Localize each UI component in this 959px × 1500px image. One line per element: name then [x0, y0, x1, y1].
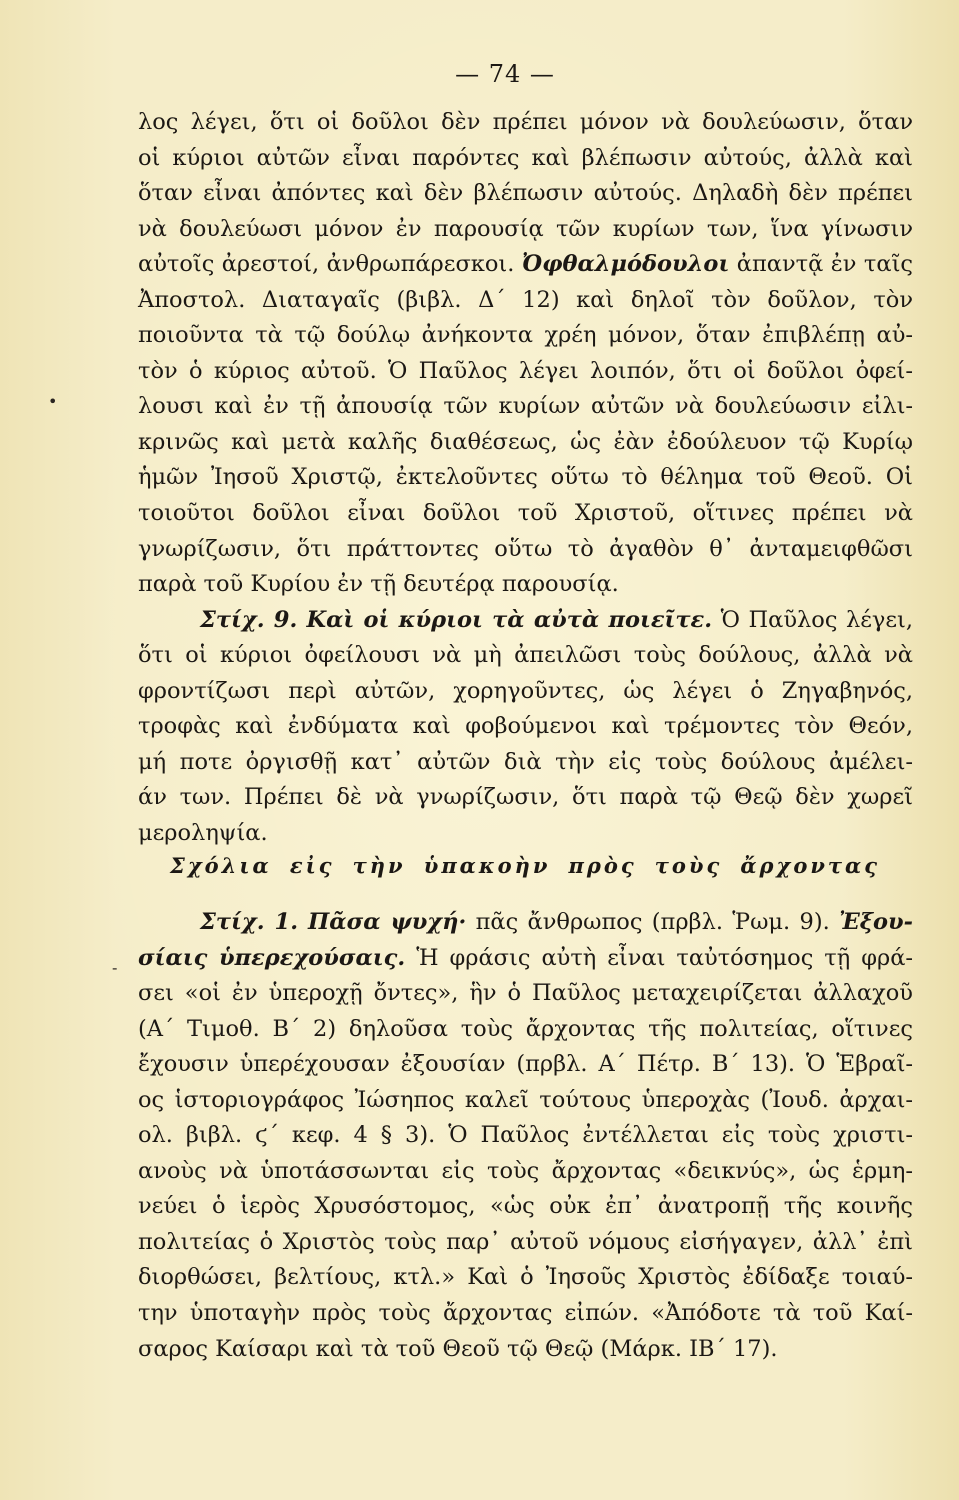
text-line: φροντίζωσι περὶ αὐτῶν, χορηγοῦντες, ὡς λέγει ὁ Ζηγαβηνός, — [138, 677, 913, 704]
text-line: διορθώσει, βελτίους, κτλ.» Καὶ ὁ Ἰησοῦς Χριστὸς ἐδίδαξε τοιαύ- — [138, 1264, 913, 1291]
text-line: τροφὰς καὶ ἐνδύματα καὶ φοβούμενοι καὶ τρέμοντες τὸν Θεόν, — [138, 713, 913, 740]
text-fragment: αὐτοῖς ἀρεστοί, ἀνθρωπάρεσκοι. — [138, 251, 522, 278]
text-line: μεροληψία. — [138, 819, 268, 846]
text-line: την ὑποταγὴν πρὸς τοὺς ἄρχοντας εἰπών. «Ἀπόδοτε τὰ τοῦ Καί- — [138, 1300, 913, 1327]
text-line: ἔχουσιν ὑπερέχουσαν ἐξουσίαν (πρβλ. Α΄ Πέτρ. Β΄ 13). Ὁ Ἑβραῖ- — [138, 1051, 913, 1078]
text-fragment: πᾶς ἄνθρωπος (πρβλ. Ῥωμ. 9). — [466, 909, 840, 935]
text-line — [138, 941, 913, 977]
text-line: νεύει ὁ ἱερὸς Χρυσόστομος, «ὡς οὐκ ἐπ᾽ ἀνατροπῇ τῆς κοινῆς — [138, 1193, 913, 1220]
text-line: (Α΄ Τιμοθ. Β΄ 2) δηλοῦσα τοὺς ἄρχοντας τῆς πολιτείας, οἵτινες — [138, 1015, 913, 1042]
verse-label: Στίχ. 1. Πᾶσα ψυχή· — [200, 909, 467, 935]
emphasized-term: Ἐξου- — [839, 909, 913, 935]
verse-line — [138, 905, 913, 941]
text-line: ος ἱστοριογράφος Ἰώσηπος καλεῖ τούτους ὑπεροχὰς (Ἰουδ. ἀρχαι- — [138, 1086, 913, 1113]
text-line: τὸν ὁ κύριος αὐτοῦ. Ὁ Παῦλος λέγει λοιπόν, ὅτι οἱ δοῦλοι ὀφεί- — [138, 357, 913, 384]
margin-dash: - — [112, 958, 118, 977]
text-line: τοιοῦτοι δοῦλοι εἶναι δοῦλοι τοῦ Χριστοῦ, οἵτινες πρέπει νὰ — [138, 500, 913, 527]
commentary-text-block — [138, 905, 913, 1367]
text-line: λος λέγει, ὅτι οἱ δοῦλοι δὲν πρέπει μόνον νὰ δουλεύωσιν, ὅταν — [138, 109, 913, 135]
verse-label: Στίχ. 9. Καὶ οἱ κύριοι τὰ αὐτὰ ποιεῖτε. — [200, 606, 713, 633]
text-fragment: Ὁ Παῦλος λέγει, — [712, 606, 913, 633]
text-fragment: Ἡ φράσις αὐτὴ εἶναι ταὐτόσημος τῇ φρά- — [405, 944, 914, 971]
margin-dot: • — [48, 392, 58, 411]
text-line: πολιτείας ὁ Χριστὸς τοὺς παρ᾽ αὐτοῦ νόμους εἰσήγαγεν, ἀλλ᾽ ἐπὶ — [138, 1228, 913, 1255]
emphasized-term: σίαις ὑπερεχούσαις. — [138, 944, 406, 971]
text-fragment: ἀπαντᾷ ἐν ταῖς — [729, 251, 913, 278]
text-line: ανοὺς νὰ ὑποτάσσωνται εἰς τοὺς ἄρχοντας «δεικνύς», ὡς ἑρμη- — [138, 1157, 913, 1184]
text-line: άν των. Πρέπει δὲ νὰ γνωρίζωσιν, ὅτι παρὰ τῷ Θεῷ δὲν χωρεῖ — [138, 784, 913, 811]
text-line — [138, 247, 913, 283]
text-line: κρινῶς καὶ μετὰ καλῆς διαθέσεως, ὡς ἐὰν ἐδούλευον τῷ Κυρίῳ — [138, 428, 913, 455]
section-heading: Σχόλια εἰς τὴν ὑπακοὴν πρὸς τοὺς ἄρχοντας — [170, 853, 880, 878]
text-line: οἱ κύριοι αὐτῶν εἶναι παρόντες καὶ βλέπωσιν αὐτούς, ἀλλὰ καὶ — [138, 144, 913, 171]
emphasized-term: Ὀφθαλμόδουλοι — [521, 251, 730, 278]
text-line: ποιοῦντα τὰ τῷ δούλῳ ἀνήκοντα χρέη μόνον, ὅταν ἐπιβλέπῃ αὐ- — [138, 322, 913, 349]
text-line: λουσι καὶ ἐν τῇ ἀπουσίᾳ τῶν κυρίων αὐτῶν νὰ δουλεύωσιν εἰλι- — [138, 393, 913, 420]
text-line: ολ. βιβλ. ϛ΄ κεφ. 4 § 3). Ὁ Παῦλος ἐντέλλεται εἰς τοὺς χριστι- — [138, 1122, 913, 1149]
text-line: σαρος Καίσαρι καὶ τὰ τοῦ Θεοῦ τῷ Θεῷ (Μάρκ. ΙΒ΄ 17). — [138, 1335, 778, 1362]
verse-line — [138, 603, 913, 639]
text-line: ἡμῶν Ἰησοῦ Χριστῷ, ἐκτελοῦντες οὕτω τὸ θέλημα τοῦ Θεοῦ. Οἱ — [138, 464, 913, 491]
main-text-block — [138, 105, 913, 851]
page-number: — 74 — — [455, 60, 555, 88]
text-line: νὰ δουλεύωσι μόνον ἐν παρουσίᾳ τῶν κυρίων των, ἵνα γίνωσιν — [138, 215, 913, 242]
text-line: γνωρίζωσιν, ὅτι πράττοντες οὕτω τὸ ἀγαθὸν θ᾽ ἀνταμειφθῶσι — [138, 535, 913, 562]
text-line: ὅτι οἱ κύριοι ὀφείλουσι νὰ μὴ ἀπειλῶσι τοὺς δούλους, ἀλλὰ νὰ — [138, 642, 913, 669]
text-line: σει «οἱ ἐν ὑπεροχῇ ὄντες», ἣν ὁ Παῦλος μεταχειρίζεται ἀλλαχοῦ — [138, 980, 913, 1007]
text-line: μή ποτε ὀργισθῇ κατ᾽ αὐτῶν διὰ τὴν εἰς τοὺς δούλους ἀμέλει- — [138, 748, 913, 775]
text-line: Ἀποστολ. Διαταγαῖς (βιβλ. Δ΄ 12) καὶ δηλοῖ τὸν δοῦλον, τὸν — [138, 286, 913, 313]
text-line: ὅταν εἶναι ἀπόντες καὶ δὲν βλέπωσιν αὐτούς. Δηλαδὴ δὲν πρέπει — [138, 180, 913, 207]
text-line: παρὰ τοῦ Κυρίου ἐν τῇ δευτέρᾳ παρουσίᾳ. — [138, 571, 619, 598]
